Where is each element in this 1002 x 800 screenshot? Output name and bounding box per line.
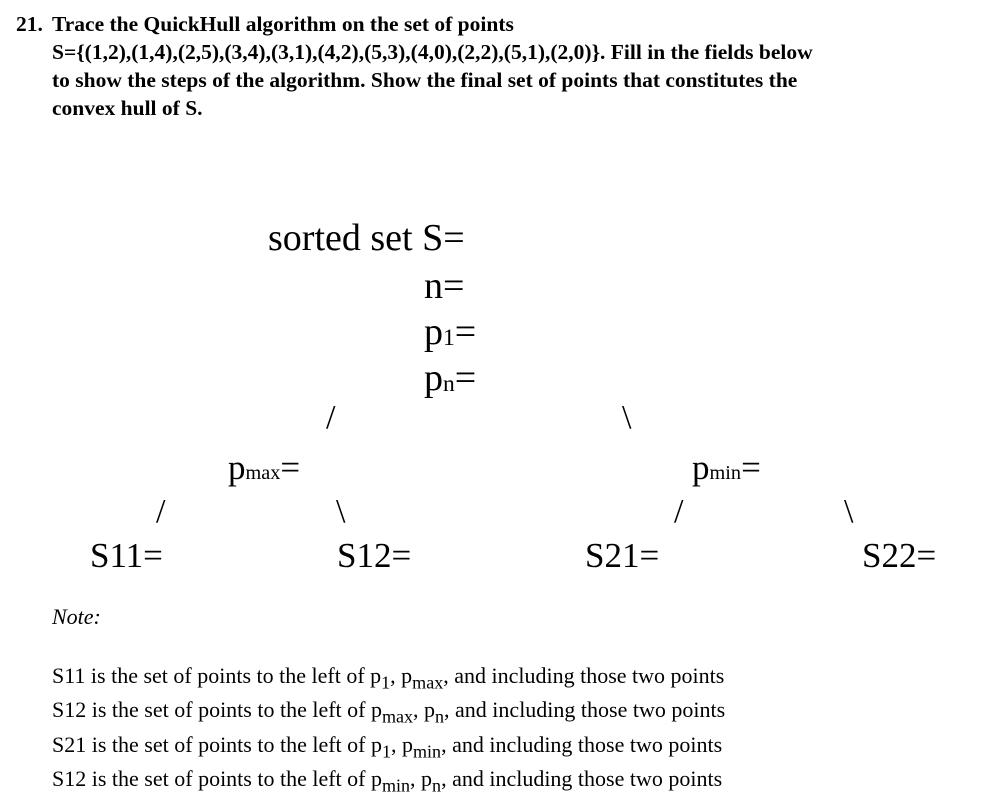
question-number: 21. bbox=[16, 12, 43, 36]
question-line-2: S={(1,2),(1,4),(2,5),(3,4),(3,1),(4,2),(5,3),(4,0),(2,2),(5,1),(2,0)}. Fill in the fields below bbox=[52, 40, 813, 64]
sorted-set-label: sorted set S= bbox=[268, 217, 465, 259]
n-label: n= bbox=[424, 265, 465, 307]
question-line-3: to show the steps of the algorithm. Show the final set of points that constitutes the bbox=[52, 68, 798, 92]
edge-pmin-left: / bbox=[674, 493, 684, 530]
note-line-3: S21 is the set of points to the left of $p_1$, $p_{min}$, and including those two points bbox=[52, 731, 723, 762]
note-line-2: S12 is the set of points to the left of $p_{max}$, $p_n$, and including those two points bbox=[52, 697, 726, 727]
note-heading: Note: bbox=[52, 604, 101, 629]
s21-label: S21= bbox=[585, 536, 660, 575]
pn-label: pn= bbox=[424, 357, 477, 399]
note-line-4: S12 is the set of points to the left of $p_{min}$, $p_n$, and including those two points bbox=[52, 766, 723, 796]
question-line-1: 21. Trace the QuickHull algorithm on the set of points bbox=[16, 12, 514, 36]
edge-root-left: / bbox=[326, 399, 336, 436]
s12-label: S12= bbox=[337, 536, 412, 575]
p1-label: p1= bbox=[424, 311, 477, 353]
edge-pmax-right: \ bbox=[336, 493, 346, 530]
edge-root-right: \ bbox=[622, 399, 632, 436]
s11-label: S11= bbox=[90, 536, 163, 575]
question-text bbox=[16, 10, 813, 122]
question-line-4: convex hull of S. bbox=[52, 96, 203, 120]
edge-pmin-right: \ bbox=[844, 493, 854, 530]
pmin-label: pmin= bbox=[692, 448, 761, 487]
edge-pmax-left: / bbox=[156, 493, 166, 530]
note-lines bbox=[52, 662, 725, 800]
note-line-1: S11 is the set of points to the left of $p_1$, $p_{max}$, and including those two points bbox=[52, 663, 725, 693]
s22-label: S22= bbox=[862, 536, 937, 575]
pmax-label: pmax= bbox=[228, 448, 301, 487]
